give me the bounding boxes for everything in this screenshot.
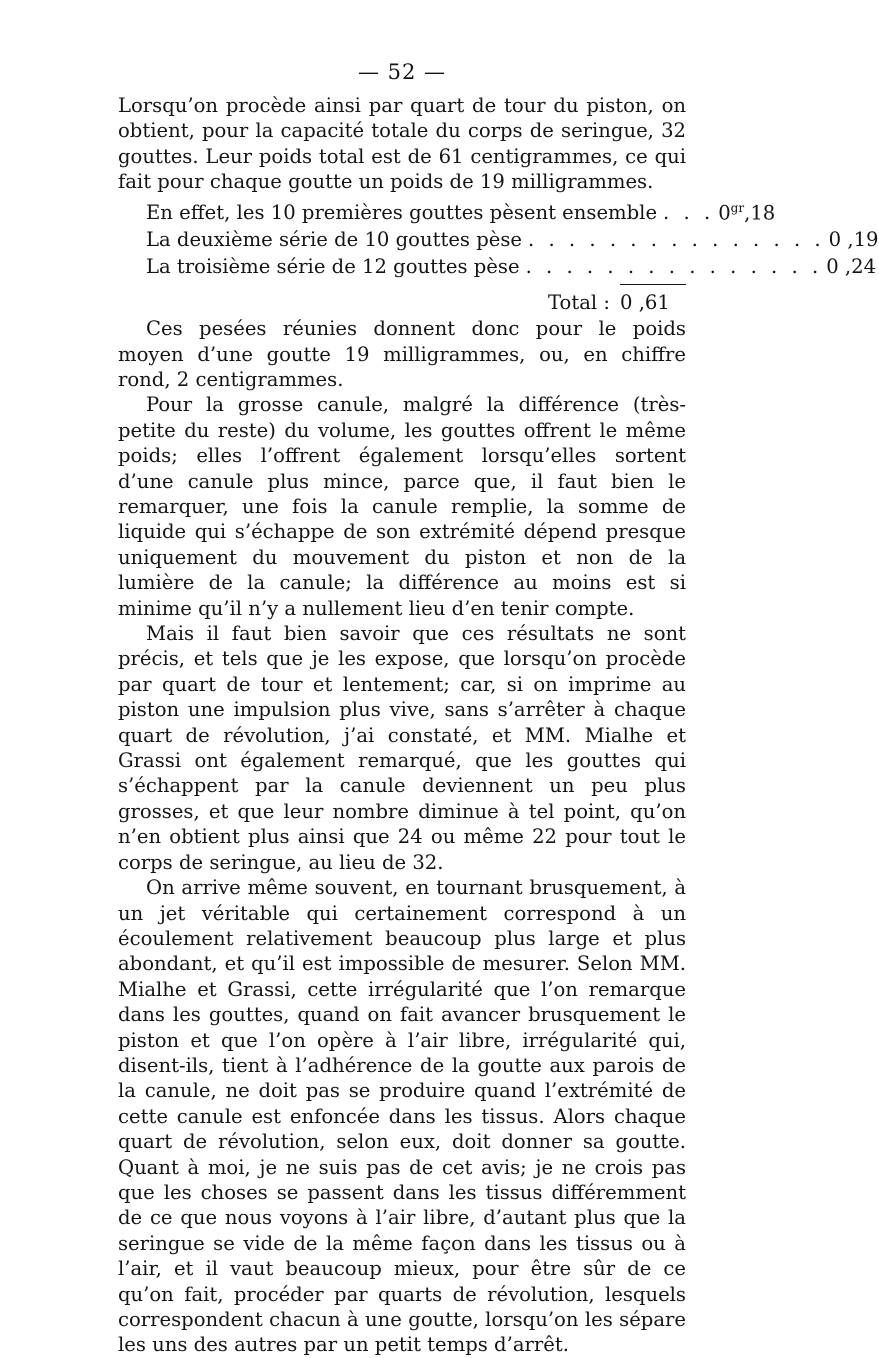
- tally-value: 0 ,24: [826, 255, 877, 279]
- page-number: — 52 —: [357, 60, 447, 84]
- dot-leader: . . . . . . . . . . . . . . .: [528, 228, 825, 252]
- total-label: Total :: [548, 291, 610, 315]
- paragraph-average-weight: Ces pesées réunies donnent donc pour le poids moyen d’une goutte 19 milligrammes, ou, en chiffre rond, 2 centigrammes.: [118, 317, 686, 391]
- tally-label: La deuxième série de 10 gouttes pèse: [146, 228, 523, 252]
- tally-row-third-series: [146, 253, 877, 280]
- tally-value: 0 ,19: [828, 228, 879, 252]
- paragraph-large-cannula: Pour la grosse canule, malgré la différence (très-petite du reste) du volume, les gouttes offrent le même poids; elles l’offrent également lorsqu’elles sortent d’une canule plus mince, parce que, il faut bien le remarquer, une fois la canule remplie, la somme de liquide qui s’échappe de son extrémité dépend presque uniquement du mouvement du piston et non de la lumière de la canule; la différence au moins est si minime qu’il n’y a nullement lieu d’en tenir compte.: [118, 393, 686, 620]
- dot-leader: . . .: [663, 201, 715, 225]
- book-page: [118, 55, 879, 1358]
- weight-tally: [118, 195, 879, 317]
- paragraph-precision: Mais il faut bien savoir que ces résultats ne sont précis, et tels que je les expose, que lorsqu’on procède par quart de tour et lentement; car, si on imprime au piston une impulsion plus vive, sans s’arrêter à chaque quart de révolution, j’ai constaté, et MM. Mialhe et Grassi ont également remarqué, que les gouttes qui s’échappent par la canule deviennent un peu plus grosses, et que leur nombre diminue à tel point, qu’on n’en obtient plus ainsi que 24 ou même 22 pour tout le corps de seringue, au lieu de 32.: [118, 622, 686, 874]
- gram-abbreviation: gr: [730, 200, 745, 215]
- tally-label: La troisième série de 12 gouttes pèse: [146, 255, 520, 279]
- tally-row-first-series: [146, 195, 776, 227]
- tally-value: $0^{gr},18$: [718, 200, 776, 225]
- paragraph-drop-count: Lorsqu’on procède ainsi par quart de tour du piston, on obtient, pour la capacité totale du corps de seringue, 32 gouttes. Leur poids total est de 61 centigrammes, ce qui fait pour chaque goutte un poids de 19 milligrammes.: [118, 94, 686, 194]
- tally-total-row: [146, 289, 686, 316]
- sum-rule: [620, 284, 686, 285]
- total-value: 0 ,61: [620, 291, 670, 315]
- dot-leader: . . . . . . . . . . . . . . .: [525, 255, 823, 279]
- paragraph-jet: On arrive même souvent, en tournant brusquement, à un jet véritable qui certainement correspond à un écoulement relativement beaucoup plus large et plus abondant, et qu’il est impossible de mesurer. Selon MM. Mialhe et Grassi, cette irrégularité que l’on remarque dans les gouttes, quand on fait avancer brusquement le piston et que l’on opère à l’air libre, irrégularité qui, disent-ils, tient à l’adhérence de la goutte aux parois de la canule, ne doit pas se produire quand l’extrémité de cette canule est enfoncée dans les tissus. Alors chaque quart de révolution, selon eux, doit donner sa goutte. Quant à moi, je ne suis pas de cet avis; je ne crois pas que les choses se passent dans les tissus différemment de ce que nous voyons à l’air libre, d’autant plus que la seringue se vide de la même façon dans les tissus ou à l’air, et il vaut beaucoup mieux, pour être sûr de ce qu’on fait, procéder par quarts de révolution, lesquels correspondent chacun à une goutte, lorsqu’on les sépare les uns des autres par un petit temps d’arrêt.: [118, 876, 686, 1357]
- tally-label: En effet, les 10 premières gouttes pèsent ensemble: [146, 201, 658, 225]
- tally-row-second-series: [146, 226, 879, 253]
